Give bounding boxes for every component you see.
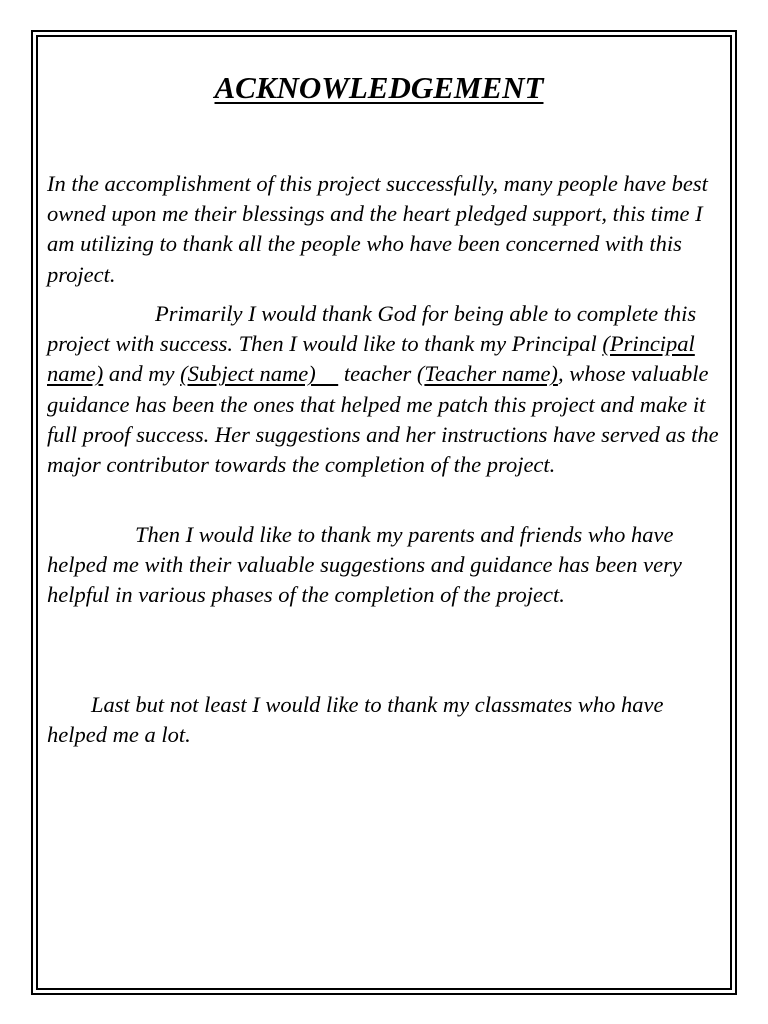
paragraph-thanks-classmates xyxy=(47,690,727,750)
page-title: ACKNOWLEDGEMENT xyxy=(214,70,544,105)
paragraph-thanks-principal xyxy=(47,299,727,480)
principal-name-placeholder: (Principal name) xyxy=(47,331,695,387)
paragraph-thanks-parents xyxy=(47,520,727,611)
paragraph-text: teacher ( xyxy=(338,361,425,387)
teacher-name-placeholder: Teacher name) xyxy=(424,361,558,387)
paragraph-text: Then I would like to thank my parents and friends who have helped me with their valuable suggestions and guidance has been very helpful in various phases of the completion of the project. xyxy=(47,522,682,608)
paragraph-intro: In the accomplishment of this project successfully, many people have best owned upon me their blessings and the heart pledged support, this time I am utilizing to thank all the people who have been concerned with this project. xyxy=(47,171,708,287)
subject-name-placeholder: (Subject name) xyxy=(180,361,339,387)
paragraph-text: Last but not least I would like to thank my classmates who have helped me a lot. xyxy=(47,692,664,748)
paragraph-text: Primarily I would thank God for being able to complete this project with success. Then I would like to thank my Principal xyxy=(47,301,697,357)
paragraph-text: and my xyxy=(103,361,181,387)
paragraph-text: , whose valuable guidance has been the ones that helped me patch this project and make it full proof success. Her suggestions and her instructions have served as the major contributor towards the completion of the project. xyxy=(47,361,719,478)
